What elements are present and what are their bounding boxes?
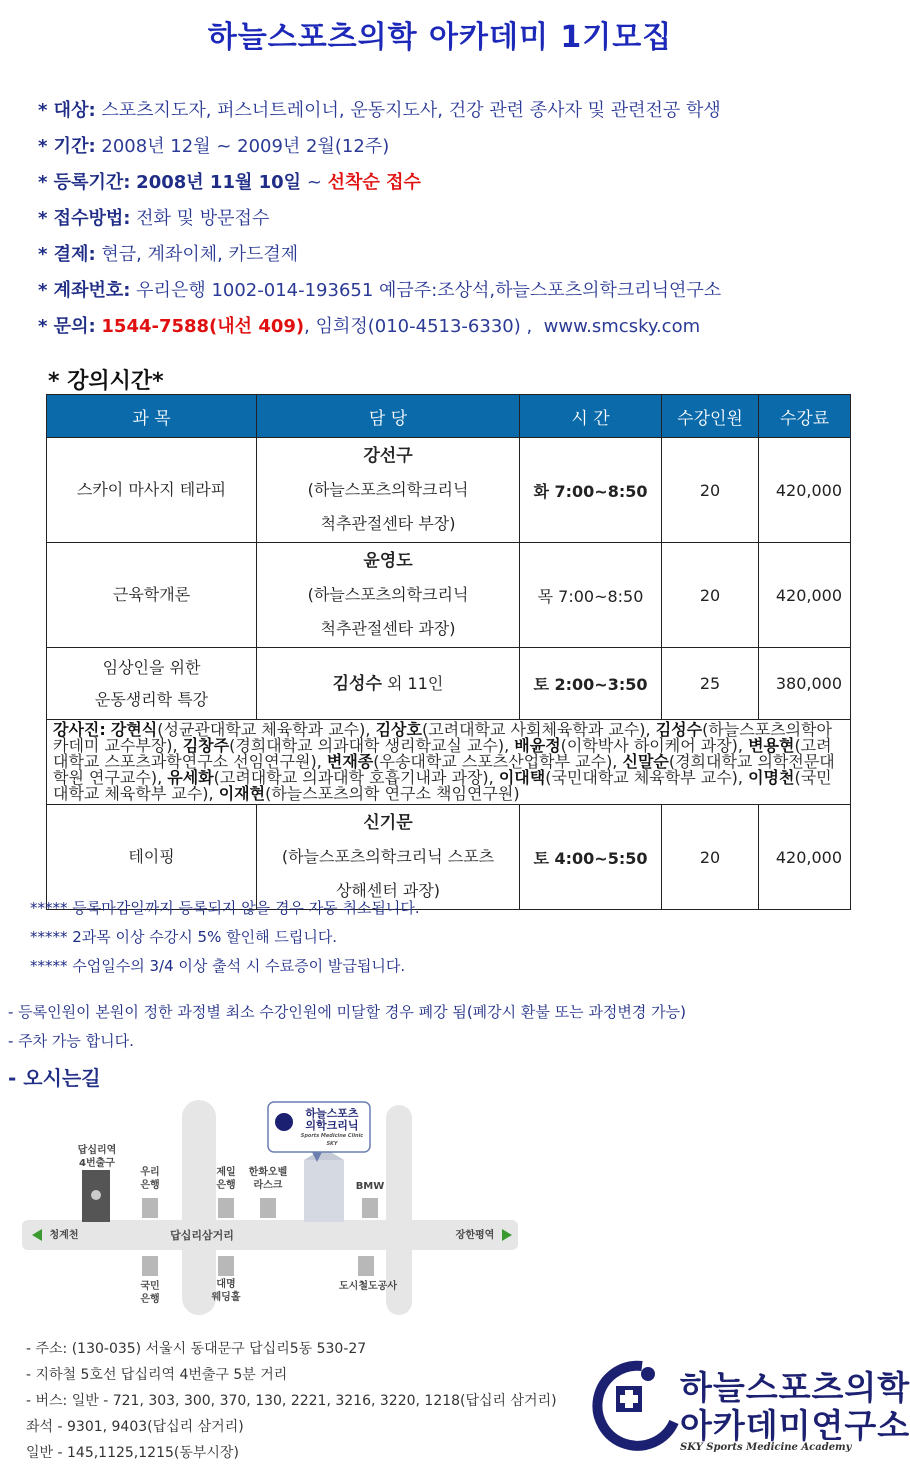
capacity-cell: 20 (662, 805, 759, 910)
schedule-table (46, 394, 851, 910)
course-name: 스카이 마사지 테라피 (47, 438, 257, 543)
note-cancel: ***** 등록마감일까지 등록되지 않을 경우 자동 취소됩니다. (30, 899, 420, 917)
teacher-cell: 신기문 (하늘스포츠의학크리닉 스포츠 상해센터 과장) (257, 805, 520, 910)
header-fee: 수강료 (759, 395, 851, 438)
info-registration: * 등록기간: 2008년 11월 10일 ~ 선착순 접수 (38, 172, 421, 193)
directions-title: - 오시는길 (8, 1066, 101, 1090)
map-label-woori: 우리 은행 (140, 1167, 160, 1191)
capacity-cell: 20 (662, 543, 759, 648)
seat-bus-line: 좌석 - 9301, 9403(답십리 삼거리) (26, 1419, 244, 1435)
academy-logo-icon (582, 1352, 682, 1452)
note-discount: ***** 2과목 이상 수강시 5% 할인해 드립니다. (30, 928, 338, 946)
location-map (22, 1100, 522, 1315)
map-label-bmw: BMW (355, 1181, 385, 1192)
info-account: * 계좌번호: 우리은행 1002-014-193651 예금주:조상석,하늘스포츠의학크리닉연구소 (38, 280, 722, 301)
map-clinic-label: 하늘스포츠 의학크리닉 Sports Medicine Clinic SKY (300, 1107, 364, 1147)
table-header-row (47, 395, 851, 438)
capacity-cell: 20 (662, 438, 759, 543)
course-name: 근육학개론 (47, 543, 257, 648)
note-parking: - 주차 가능 합니다. (8, 1032, 134, 1050)
map-label-kookmin: 국민 은행 (140, 1281, 160, 1305)
fee-cell: 420,000 (759, 805, 851, 910)
logo-line2: 아카데미연구소 (680, 1406, 910, 1445)
logo-line1: 하늘스포츠의학 (680, 1368, 910, 1407)
map-label-daemyung: 대명 웨딩홀 (211, 1279, 241, 1303)
table-row (47, 543, 851, 648)
map-label-station: 답십리역 4번출구 (77, 1145, 117, 1169)
website-link[interactable]: www.smcsky.com (543, 316, 701, 337)
map-label-jeil: 제일 은행 (216, 1167, 236, 1191)
info-contact: * 문의: 1544-7588(내선 409), 임희정(010-4513-6330) , www.smcsky.com (38, 316, 701, 337)
logo-line3: SKY Sports Medicine Academy (680, 1442, 852, 1453)
lecturers-cell: 강사진: 강현식(성균관대학교 체육학과 교수), 김상호(고려대학교 사회체육학과 교수), 김성수(하늘스포츠의학아카데미 교수부장), 김창주(경희대학교 의과대학 생리학교실 교수), 배윤정(이학박사 하이케어 과장), 변용현(고려대학교 스포츠과학연구소 선임연구원), 변재종(우송대학교 스포츠산업학부 교수), 신말순(경희대학교 의학전문대학원 연구교수), 유세화(고려대학교 의과대학 호흡기내과 과장), 이대택(국민대학교 체육학부 교수), 이명천(국민대학교 체육학부 교수), 이재현(하늘스포츠의학 연구소 책임연구원) (47, 720, 851, 805)
time-cell: 토 4:00~5:50 (520, 805, 662, 910)
header-time: 시 간 (520, 395, 662, 438)
table-row (47, 648, 851, 720)
fee-cell: 420,000 (759, 438, 851, 543)
time-cell: 목 7:00~8:50 (520, 543, 662, 648)
header-capacity: 수강인원 (662, 395, 759, 438)
page-title: 하늘스포츠의학 아카데미 1기모집 (207, 20, 673, 55)
schedule-heading: * 강의시간* (48, 369, 164, 394)
course-name: 임상인을 위한 운동생리학 특강 (47, 648, 257, 720)
header-teacher: 담 당 (257, 395, 520, 438)
teacher-cell: 윤영도 (하늘스포츠의학크리닉 척추관절센타 과장) (257, 543, 520, 648)
note-certificate: ***** 수업일수의 3/4 이상 출석 시 수료증이 발급됩니다. (30, 957, 406, 975)
subway-line: - 지하철 5호선 답십리역 4번출구 5분 거리 (26, 1367, 288, 1383)
map-label-crossroad: 답십리삼거리 (170, 1229, 234, 1242)
info-period: * 기간: 2008년 12월 ~ 2009년 2월(12주) (38, 136, 390, 157)
bus-line: - 버스: 일반 - 721, 303, 300, 370, 130, 2221, 3216, 3220, 1218(답십리 삼거리) (26, 1393, 557, 1409)
address-line: - 주소: (130-035) 서울시 동대문구 답십리5동 530-27 (26, 1341, 367, 1357)
map-roads (22, 1100, 522, 1315)
fee-cell: 420,000 (759, 543, 851, 648)
map-label-metro: 도시철도공사 (339, 1281, 397, 1292)
lecturers-row (47, 720, 851, 805)
course-name: 테이핑 (47, 805, 257, 910)
regular-bus-line: 일반 - 145,1125,1215(동부시장) (26, 1445, 239, 1461)
map-label-cheonggye: 청계천 (49, 1230, 79, 1241)
capacity-cell: 25 (662, 648, 759, 720)
teacher-cell: 강선구 (하늘스포츠의학크리닉 척추관절센타 부장) (257, 438, 520, 543)
info-method: * 접수방법: 전화 및 방문접수 (38, 208, 270, 229)
teacher-cell: 김성수 외 11인 (257, 648, 520, 720)
table-row (47, 805, 851, 910)
note-closure: - 등록인원이 본원이 정한 과정별 최소 수강인원에 미달할 경우 폐강 됨(폐강시 환불 또는 과정변경 가능) (8, 1003, 686, 1021)
map-label-hanwha: 한화오벨 라스크 (248, 1167, 288, 1191)
time-cell: 토 2:00~3:50 (520, 648, 662, 720)
info-payment: * 결제: 현금, 계좌이체, 카드결제 (38, 244, 299, 265)
fee-cell: 380,000 (759, 648, 851, 720)
table-row (47, 438, 851, 543)
info-target: * 대상: 스포츠지도자, 퍼스너트레이너, 운동지도사, 건강 관련 종사자 및 관련전공 학생 (38, 100, 721, 121)
time-cell: 화 7:00~8:50 (520, 438, 662, 543)
map-label-janghanpyeong: 장한평역 (455, 1230, 495, 1241)
header-course: 과 목 (47, 395, 257, 438)
